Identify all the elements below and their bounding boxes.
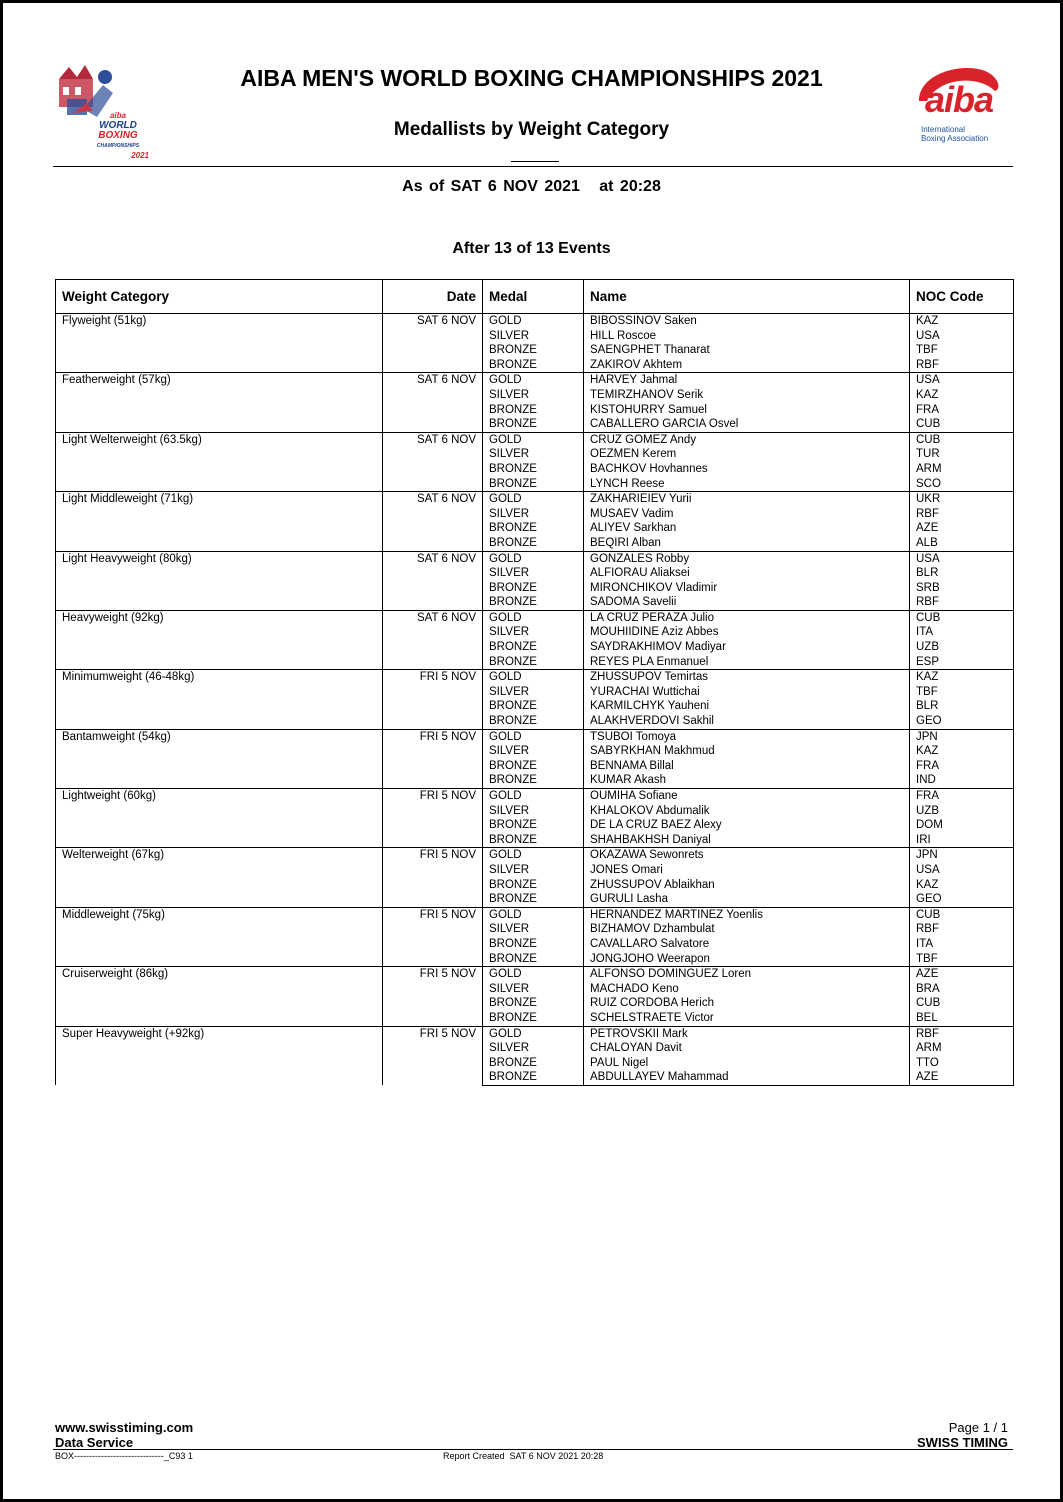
name-cell: SCHELSTRAETE Victor [584, 1011, 910, 1026]
date-cell: FRI 5 NOV [383, 789, 483, 848]
logo-aiba-small: aiba [109, 111, 126, 120]
name-cell: MUSAEV Vadim [584, 507, 910, 522]
noc-code-cell: TBF [910, 343, 1014, 358]
aiba-logo-line1: International [921, 125, 966, 134]
noc-code-cell: RBF [910, 507, 1014, 522]
name-cell: DE LA CRUZ BAEZ Alexy [584, 818, 910, 833]
logo-boxing: BOXING [98, 130, 138, 141]
weight-category-cell: Middleweight (75kg) [56, 907, 383, 966]
medal-cell: BRONZE [483, 1056, 584, 1071]
noc-code-cell: CUB [910, 907, 1014, 922]
footer-divider [53, 1449, 1013, 1450]
header-noc-code: NOC Code [910, 280, 1014, 314]
name-cell: BIBOSSINOV Saken [584, 314, 910, 329]
medal-cell: BRONZE [483, 952, 584, 967]
name-cell: KUMAR Akash [584, 773, 910, 788]
medal-cell: GOLD [483, 373, 584, 388]
medal-cell: BRONZE [483, 655, 584, 670]
medal-cell: GOLD [483, 610, 584, 625]
noc-code-cell: BRA [910, 982, 1014, 997]
medal-cell: BRONZE [483, 358, 584, 373]
medal-cell: BRONZE [483, 714, 584, 729]
date-cell: FRI 5 NOV [383, 1026, 483, 1085]
noc-code-cell: IRI [910, 833, 1014, 848]
noc-code-cell: UZB [910, 804, 1014, 819]
table-row [56, 432, 1014, 447]
medal-cell: BRONZE [483, 417, 584, 432]
name-cell: JONES Omari [584, 863, 910, 878]
weight-category-cell: Cruiserweight (86kg) [56, 967, 383, 1026]
weight-category-cell: Welterweight (67kg) [56, 848, 383, 907]
name-cell: SAENGPHET Thanarat [584, 343, 910, 358]
noc-code-cell: USA [910, 373, 1014, 388]
noc-code-cell: BLR [910, 699, 1014, 714]
medal-cell: SILVER [483, 685, 584, 700]
noc-code-cell: CUB [910, 432, 1014, 447]
name-cell: ZAKIROV Akhtem [584, 358, 910, 373]
events-count: After 13 of 13 Events [452, 240, 611, 257]
medal-cell: GOLD [483, 848, 584, 863]
medal-cell: GOLD [483, 789, 584, 804]
table-row [56, 907, 1014, 922]
footer-report-code: BOX------------------------------_C93 1 [55, 1451, 193, 1461]
medal-cell: BRONZE [483, 699, 584, 714]
name-cell: BIZHAMOV Dzhambulat [584, 922, 910, 937]
noc-code-cell: CUB [910, 610, 1014, 625]
name-cell: TEMIRZHANOV Serik [584, 388, 910, 403]
name-cell: ALAKHVERDOVI Sakhil [584, 714, 910, 729]
noc-code-cell: AZE [910, 1070, 1014, 1085]
date-cell: SAT 6 NOV [383, 432, 483, 491]
name-cell: CABALLERO GARCIA Osvel [584, 417, 910, 432]
medal-cell: BRONZE [483, 833, 584, 848]
noc-code-cell: AZE [910, 521, 1014, 536]
logo-world: WORLD [99, 120, 137, 131]
noc-code-cell: KAZ [910, 670, 1014, 685]
noc-code-cell: IND [910, 773, 1014, 788]
medal-cell: BRONZE [483, 536, 584, 551]
title-underline [511, 161, 559, 162]
medal-cell: BRONZE [483, 773, 584, 788]
medal-cell: GOLD [483, 967, 584, 982]
medal-cell: BRONZE [483, 1070, 584, 1085]
noc-code-cell: USA [910, 329, 1014, 344]
medal-cell: BRONZE [483, 595, 584, 610]
medal-cell: BRONZE [483, 892, 584, 907]
footer-page-number: Page 1 / 1 [948, 1420, 1008, 1435]
name-cell: RUIZ CORDOBA Herich [584, 996, 910, 1011]
name-cell: ALFIORAU Aliaksei [584, 566, 910, 581]
medal-cell: SILVER [483, 863, 584, 878]
name-cell: ABDULLAYEV Mahammad [584, 1070, 910, 1085]
name-cell: PETROVSKII Mark [584, 1026, 910, 1041]
table-row [56, 848, 1014, 863]
noc-code-cell: FRA [910, 759, 1014, 774]
medal-cell: BRONZE [483, 818, 584, 833]
table-row [56, 551, 1014, 566]
medal-cell: GOLD [483, 314, 584, 329]
medal-cell: GOLD [483, 670, 584, 685]
name-cell: BACHKOV Hovhannes [584, 462, 910, 477]
noc-code-cell: FRA [910, 789, 1014, 804]
medal-cell: BRONZE [483, 1011, 584, 1026]
name-cell: JONGJOHO Weerapon [584, 952, 910, 967]
name-cell: MACHADO Keno [584, 982, 910, 997]
table-row [56, 314, 1014, 329]
table-row [56, 789, 1014, 804]
footer-report-created: Report Created SAT 6 NOV 2021 20:28 [443, 1451, 604, 1461]
noc-code-cell: CUB [910, 417, 1014, 432]
as-of-timestamp: As of SAT 6 NOV 2021 at 20:28 [402, 178, 661, 195]
header-divider [53, 166, 1013, 167]
aiba-logo-line2: Boxing Association [921, 134, 989, 143]
noc-code-cell: TBF [910, 685, 1014, 700]
noc-code-cell: JPN [910, 729, 1014, 744]
noc-code-cell: FRA [910, 403, 1014, 418]
medal-cell: BRONZE [483, 477, 584, 492]
footer-data-service: Data Service [55, 1435, 134, 1450]
medal-cell: BRONZE [483, 996, 584, 1011]
table-row [56, 967, 1014, 982]
noc-code-cell: ALB [910, 536, 1014, 551]
noc-code-cell: SCO [910, 477, 1014, 492]
name-cell: OKAZAWA Sewonrets [584, 848, 910, 863]
footer-url: www.swisstiming.com [55, 1420, 194, 1435]
date-cell: FRI 5 NOV [383, 848, 483, 907]
noc-code-cell: ARM [910, 1041, 1014, 1056]
name-cell: GONZALES Robby [584, 551, 910, 566]
table-row [56, 492, 1014, 507]
medal-cell: SILVER [483, 447, 584, 462]
noc-code-cell: UKR [910, 492, 1014, 507]
date-cell: FRI 5 NOV [383, 670, 483, 729]
aiba-logo-word: aiba [925, 79, 994, 120]
weight-category-cell: Lightweight (60kg) [56, 789, 383, 848]
table-header-row [56, 280, 1014, 314]
table-row [56, 670, 1014, 685]
name-cell: MOUHIIDINE Aziz Abbes [584, 625, 910, 640]
date-cell: SAT 6 NOV [383, 551, 483, 610]
report-subtitle: Medallists by Weight Category [393, 119, 670, 140]
medal-cell: SILVER [483, 982, 584, 997]
weight-category-cell: Featherweight (57kg) [56, 373, 383, 432]
noc-code-cell: GEO [910, 892, 1014, 907]
noc-code-cell: RBF [910, 922, 1014, 937]
name-cell: HARVEY Jahmal [584, 373, 910, 388]
noc-code-cell: ARM [910, 462, 1014, 477]
noc-code-cell: USA [910, 863, 1014, 878]
date-cell: SAT 6 NOV [383, 373, 483, 432]
medal-cell: GOLD [483, 907, 584, 922]
footer-brand: SWISS TIMING [917, 1435, 1008, 1450]
name-cell: ZHUSSUPOV Ablaikhan [584, 878, 910, 893]
medal-cell: GOLD [483, 432, 584, 447]
noc-code-cell: UZB [910, 640, 1014, 655]
logo-championships: CHAMPIONSHIPS [96, 143, 140, 149]
name-cell: HILL Roscoe [584, 329, 910, 344]
medal-cell: SILVER [483, 507, 584, 522]
noc-code-cell: KAZ [910, 878, 1014, 893]
date-cell: SAT 6 NOV [383, 314, 483, 373]
medallists-table [55, 279, 1014, 1086]
weight-category-cell: Super Heavyweight (+92kg) [56, 1026, 383, 1085]
medal-cell: SILVER [483, 566, 584, 581]
noc-code-cell: RBF [910, 358, 1014, 373]
noc-code-cell: RBF [910, 595, 1014, 610]
date-cell: FRI 5 NOV [383, 907, 483, 966]
medal-cell: SILVER [483, 1041, 584, 1056]
date-cell: FRI 5 NOV [383, 729, 483, 788]
weight-category-cell: Light Heavyweight (80kg) [56, 551, 383, 610]
medal-cell: BRONZE [483, 462, 584, 477]
medal-cell: SILVER [483, 922, 584, 937]
header-medal: Medal [483, 280, 584, 314]
noc-code-cell: KAZ [910, 744, 1014, 759]
name-cell: GURULI Lasha [584, 892, 910, 907]
weight-category-cell: Minimumweight (46-48kg) [56, 670, 383, 729]
name-cell: YURACHAI Wuttichai [584, 685, 910, 700]
weight-category-cell: Light Middleweight (71kg) [56, 492, 383, 551]
table-row [56, 1026, 1014, 1041]
name-cell: ALIYEV Sarkhan [584, 521, 910, 536]
name-cell: KARMILCHYK Yauheni [584, 699, 910, 714]
medal-cell: SILVER [483, 744, 584, 759]
noc-code-cell: ESP [910, 655, 1014, 670]
name-cell: BENNAMA Billal [584, 759, 910, 774]
medal-cell: SILVER [483, 329, 584, 344]
name-cell: REYES PLA Enmanuel [584, 655, 910, 670]
medal-cell: BRONZE [483, 521, 584, 536]
name-cell: OEZMEN Kerem [584, 447, 910, 462]
noc-code-cell: ITA [910, 937, 1014, 952]
name-cell: TSUBOI Tomoya [584, 729, 910, 744]
header-name: Name [584, 280, 910, 314]
medal-cell: BRONZE [483, 403, 584, 418]
noc-code-cell: GEO [910, 714, 1014, 729]
medal-cell: SILVER [483, 804, 584, 819]
noc-code-cell: AZE [910, 967, 1014, 982]
name-cell: CRUZ GOMEZ Andy [584, 432, 910, 447]
name-cell: SABYRKHAN Makhmud [584, 744, 910, 759]
medal-cell: SILVER [483, 625, 584, 640]
medal-cell: GOLD [483, 1026, 584, 1041]
noc-code-cell: ITA [910, 625, 1014, 640]
noc-code-cell: KAZ [910, 314, 1014, 329]
report-title: AIBA MEN'S WORLD BOXING CHAMPIONSHIPS 2021 [240, 65, 823, 91]
name-cell: ALFONSO DOMINGUEZ Loren [584, 967, 910, 982]
medal-cell: GOLD [483, 551, 584, 566]
noc-code-cell: BLR [910, 566, 1014, 581]
noc-code-cell: TTO [910, 1056, 1014, 1071]
noc-code-cell: DOM [910, 818, 1014, 833]
medal-cell: BRONZE [483, 937, 584, 952]
medal-cell: BRONZE [483, 640, 584, 655]
header-weight-category: Weight Category [56, 280, 383, 314]
medal-cell: GOLD [483, 492, 584, 507]
name-cell: MIRONCHIKOV Vladimir [584, 581, 910, 596]
name-cell: KISTOHURRY Samuel [584, 403, 910, 418]
noc-code-cell: CUB [910, 996, 1014, 1011]
date-cell: FRI 5 NOV [383, 967, 483, 1026]
date-cell: SAT 6 NOV [383, 610, 483, 669]
weight-category-cell: Light Welterweight (63.5kg) [56, 432, 383, 491]
name-cell: KHALOKOV Abdumalik [584, 804, 910, 819]
medal-cell: BRONZE [483, 759, 584, 774]
name-cell: SHAHBAKHSH Daniyal [584, 833, 910, 848]
weight-category-cell: Bantamweight (54kg) [56, 729, 383, 788]
name-cell: PAUL Nigel [584, 1056, 910, 1071]
table-row [56, 373, 1014, 388]
noc-code-cell: RBF [910, 1026, 1014, 1041]
weight-category-cell: Heavyweight (92kg) [56, 610, 383, 669]
medal-cell: GOLD [483, 729, 584, 744]
noc-code-cell: TUR [910, 447, 1014, 462]
name-cell: LA CRUZ PERAZA Julio [584, 610, 910, 625]
table-body [56, 314, 1014, 1086]
noc-code-cell: BEL [910, 1011, 1014, 1026]
name-cell: SAYDRAKHIMOV Madiyar [584, 640, 910, 655]
name-cell: LYNCH Reese [584, 477, 910, 492]
name-cell: BEQIRI Alban [584, 536, 910, 551]
table-row [56, 729, 1014, 744]
medal-cell: BRONZE [483, 581, 584, 596]
table-row [56, 610, 1014, 625]
noc-code-cell: JPN [910, 848, 1014, 863]
name-cell: OUMIHA Sofiane [584, 789, 910, 804]
name-cell: SADOMA Savelii [584, 595, 910, 610]
header-date: Date [383, 280, 483, 314]
weight-category-cell: Flyweight (51kg) [56, 314, 383, 373]
noc-code-cell: USA [910, 551, 1014, 566]
medal-cell: SILVER [483, 388, 584, 403]
medal-cell: BRONZE [483, 878, 584, 893]
name-cell: ZAKHARIEIEV Yurii [584, 492, 910, 507]
name-cell: CHALOYAN Davit [584, 1041, 910, 1056]
noc-code-cell: KAZ [910, 388, 1014, 403]
name-cell: HERNANDEZ MARTINEZ Yoenlis [584, 907, 910, 922]
name-cell: ZHUSSUPOV Temirtas [584, 670, 910, 685]
noc-code-cell: SRB [910, 581, 1014, 596]
logo-year: 2021 [131, 151, 149, 160]
name-cell: CAVALLARO Salvatore [584, 937, 910, 952]
noc-code-cell: TBF [910, 952, 1014, 967]
date-cell: SAT 6 NOV [383, 492, 483, 551]
medal-cell: BRONZE [483, 343, 584, 358]
